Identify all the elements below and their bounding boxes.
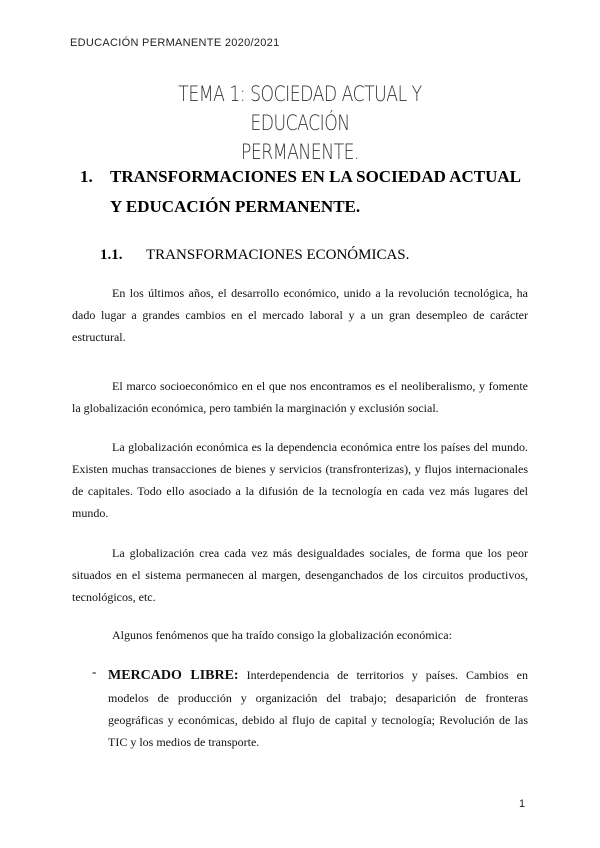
page-title-line-1: TEMA 1: SOCIEDAD ACTUAL Y EDUCACIÓN <box>178 82 422 135</box>
page-number: 1 <box>519 798 526 810</box>
bullet-marker: - <box>92 664 97 679</box>
paragraph-2: El marco socioeconómico en el que nos encontramos es el neoliberalismo, y fomente la globalización económica, pero también la marginación y exclusión social. <box>72 379 528 415</box>
bullet-body: Interdependencia de territorios y países. Cambios en modelos de producción y organización del trabajo; desaparición de fronteras geográficas y económicas, debido al flujo de capital y tecnología; Revolución de las TIC y los medios de transporte. <box>108 668 528 749</box>
section-title: TRANSFORMACIONES EN LA SOCIEDAD ACTUAL Y EDUCACIÓN PERMANENTE. <box>110 167 521 216</box>
subsection-number: 1.1. <box>100 247 123 263</box>
section-number: 1. <box>80 167 93 186</box>
running-header: EDUCACIÓN PERMANENTE 2020/2021 <box>70 37 280 49</box>
bullet-item-mercado-libre <box>108 664 528 753</box>
paragraph-1: En los últimos años, el desarrollo económico, unido a la revolución tecnológica, ha dado lugar a grandes cambios en el mercado laboral y a un gran desempleo de carácter estructural. <box>72 286 528 344</box>
page-title <box>128 80 472 167</box>
page-title-line-2: PERMANENTE. <box>241 140 359 164</box>
paragraph-3: La globalización económica es la dependencia económica entre los países del mundo. Existen muchas transacciones de bienes y servicios (transfronterizas), y flujos internacionales de capitales. Todo ello asociado a la difusión de la tecnología en cada vez más lugares del mundo. <box>72 440 528 520</box>
bullet-lead: MERCADO LIBRE: <box>108 668 239 683</box>
paragraph-4: La globalización crea cada vez más desigualdades sociales, de forma que los peor situados en el sistema permanecen al margen, desenganchados de los circuitos productivos, tecnológicos, etc. <box>72 546 528 604</box>
subsection-heading-1-1 <box>100 245 409 265</box>
paragraph-5: Algunos fenómenos que ha traído consigo la globalización económica: <box>112 628 452 642</box>
subsection-title: TRANSFORMACIONES ECONÓMICAS. <box>146 247 410 263</box>
